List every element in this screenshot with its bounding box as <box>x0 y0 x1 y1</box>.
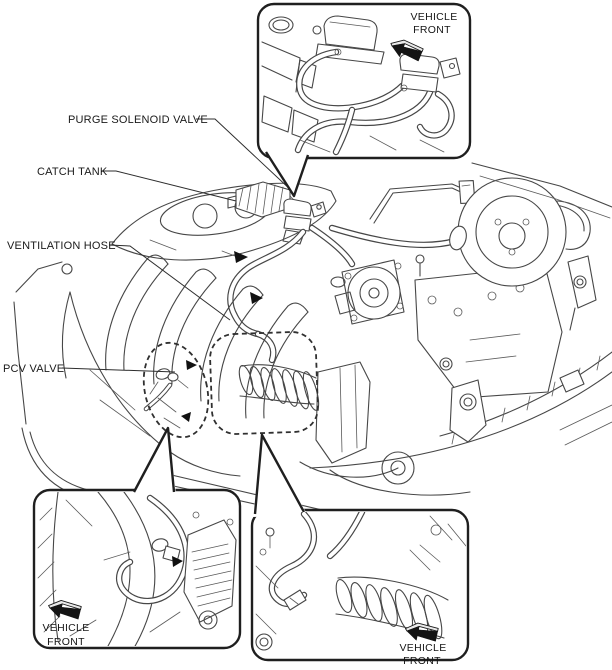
label-catch-tank: CATCH TANK <box>37 166 108 178</box>
left-fender <box>14 262 348 516</box>
vehicle-front-caption-line2: FRONT <box>403 655 441 667</box>
vehicle-front-caption-line1: VEHICLE <box>410 11 458 23</box>
vehicle-front-caption-line2: FRONT <box>47 636 85 648</box>
leader-pcv-valve <box>62 368 175 372</box>
vehicle-front-caption-line1: VEHICLE <box>399 642 447 654</box>
callout-bottom-left <box>34 428 240 648</box>
label-purge-solenoid-valve: PURGE SOLENOID VALVE <box>68 114 208 126</box>
callout-top-right <box>258 4 470 196</box>
label-ventilation-hose: VENTILATION HOSE <box>7 240 116 252</box>
pcv-detail-region <box>134 336 217 444</box>
label-pcv-valve: PCV VALVE <box>3 363 65 375</box>
brake-booster <box>447 178 596 330</box>
throttle-body <box>331 260 404 324</box>
catch-tank-part <box>228 182 290 217</box>
callout-bottom-right <box>252 435 468 667</box>
dashed-regions <box>134 331 318 444</box>
part-labels <box>3 114 293 375</box>
vehicle-front-caption-line2: FRONT <box>413 24 451 36</box>
engine-bay-illustration <box>14 163 612 516</box>
duct-detail-region <box>209 331 318 435</box>
leader-catch-tank <box>101 171 236 201</box>
corrugated-duct <box>237 364 322 412</box>
vehicle-front-caption-line1: VEHICLE <box>42 622 90 634</box>
